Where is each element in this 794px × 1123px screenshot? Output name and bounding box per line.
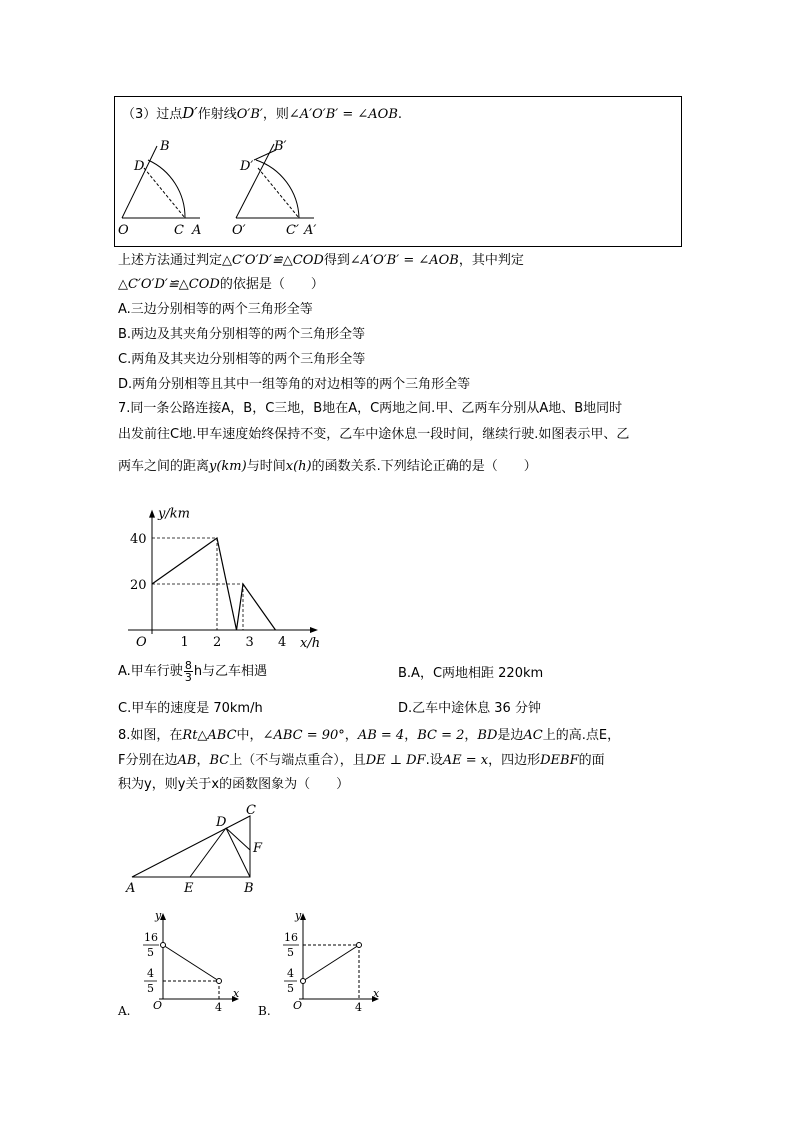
graph-b-x-label: x xyxy=(373,987,380,1000)
graph-b-y16-den: 5 xyxy=(287,946,294,959)
q7-line1: 7.同一条公路连接A，B，C三地，B地在A，C两地之间.甲、乙两车分别从A地、B地同时 xyxy=(118,401,623,416)
graph-a-y4-den: 5 xyxy=(147,982,154,995)
q8-line3: 积为y，则y关于x的函数图象为（ ） xyxy=(118,777,350,792)
graph-a-y16-den: 5 xyxy=(147,946,154,959)
graph-b-y4: 4 xyxy=(287,967,294,980)
graph-b-origin: O xyxy=(293,999,303,1012)
x-tick-label: 1 xyxy=(180,635,189,650)
graph-b-y4-den: 5 xyxy=(287,982,294,995)
q7-option-c: C.甲车的速度是 70km/h xyxy=(118,701,263,716)
q6-line1: 上述方法通过判定△C′O′D′≌△COD得到∠A′O′B′ = ∠AOB，其中判定 xyxy=(118,253,524,268)
x-tick-label: 4 xyxy=(278,635,287,650)
tri-label-D: D xyxy=(216,815,227,830)
x-tick-label: 3 xyxy=(245,635,254,650)
q7-line2: 出发前往C地.甲车速度始终保持不变，乙车中途休息一段时间，继续行驶.如图表示甲、乙 xyxy=(118,427,630,442)
figure-2 xyxy=(232,139,316,238)
graph-b-y-label: y xyxy=(295,909,302,922)
graph-a-x-label: x xyxy=(233,987,240,1000)
x-axis-arrow xyxy=(310,627,318,633)
q8-line2: F分别在边AB，BC上（不与端点重合），且DE ⊥ DF.设AE = x，四边形DEBF的面 xyxy=(118,753,605,768)
graph-a-y4: 4 xyxy=(147,967,154,980)
tri-label-A: A xyxy=(126,881,136,895)
label-O: O xyxy=(118,223,129,238)
label-A-prime: A′ xyxy=(304,223,317,238)
box-step-text: （3）过点D′作射线O′B′，则∠A′O′B′ = ∠AOB. xyxy=(122,104,403,122)
label-C-prime: C′ xyxy=(286,223,299,238)
q6-line2: △C′O′D′≌△COD的依据是（ ） xyxy=(118,277,324,292)
fraction-8-3: $\frac{8}{3}$ xyxy=(184,659,192,684)
answer-graph-a xyxy=(115,905,250,1020)
tri-label-B: B xyxy=(244,881,254,895)
graph-a-y-label: y xyxy=(155,909,162,922)
label-D-prime: D′ xyxy=(240,159,254,174)
tri-label-E: E xyxy=(184,881,194,895)
q6-option-c: C.两角及其夹边分别相等的两个三角形全等 xyxy=(118,352,366,367)
label-A: A xyxy=(192,223,202,238)
graph-b-x-tick: 4 xyxy=(355,1001,362,1014)
graph-b-option-label: B. xyxy=(258,1004,271,1018)
tri-label-C: C xyxy=(246,803,256,818)
q6-option-b: B.两边及其夹角分别相等的两个三角形全等 xyxy=(118,327,366,342)
construction-figures xyxy=(114,130,414,244)
q7-line3: 两车之间的距离y(km)与时间x(h)的函数关系.下列结论正确的是（ ） xyxy=(118,459,537,474)
graph-a-option-label: A. xyxy=(118,1004,131,1018)
y-axis-label: y/km xyxy=(158,506,190,522)
label-O-prime: O′ xyxy=(232,223,246,238)
q6-option-d: D.两角分别相等且其中一组等角的对边相等的两个三角形全等 xyxy=(118,377,471,392)
q7-option-a: A.甲车行驶 $\frac{8}{3}$ h与乙车相遇 xyxy=(118,659,268,684)
label-B-prime: B′ xyxy=(274,139,287,154)
y-axis-arrow xyxy=(149,510,155,518)
graph-a-origin: O xyxy=(153,999,163,1012)
label-C: C xyxy=(174,223,184,238)
x-tick-label: 2 xyxy=(213,635,222,650)
origin-label: O xyxy=(136,635,147,650)
x-axis-label: x/h xyxy=(300,636,321,650)
y-tick-label: 20 xyxy=(130,578,147,593)
q7-option-d: D.乙车中途休息 36 分钟 xyxy=(398,701,541,716)
tri-label-F: F xyxy=(253,841,263,856)
answer-graph-b xyxy=(255,905,390,1020)
distance-time-chart xyxy=(120,490,340,650)
q6-option-a: A.三边分别相等的两个三角形全等 xyxy=(118,302,313,317)
graph-a-y16: 16 xyxy=(144,931,158,944)
graph-b-y16: 16 xyxy=(284,931,298,944)
y-tick-label: 40 xyxy=(130,532,147,547)
figure-1 xyxy=(118,139,201,238)
q7-option-b: B.A，C两地相距 220km xyxy=(398,666,544,681)
label-D: D xyxy=(134,159,145,174)
q8-line1: 8.如图，在Rt△ABC中，∠ABC = 90°，AB = 4，BC = 2，BD是边AC上的高.点E， xyxy=(118,728,621,743)
label-B: B xyxy=(160,139,170,154)
triangle-figure xyxy=(120,800,270,895)
graph-a-x-tick: 4 xyxy=(215,1001,222,1014)
